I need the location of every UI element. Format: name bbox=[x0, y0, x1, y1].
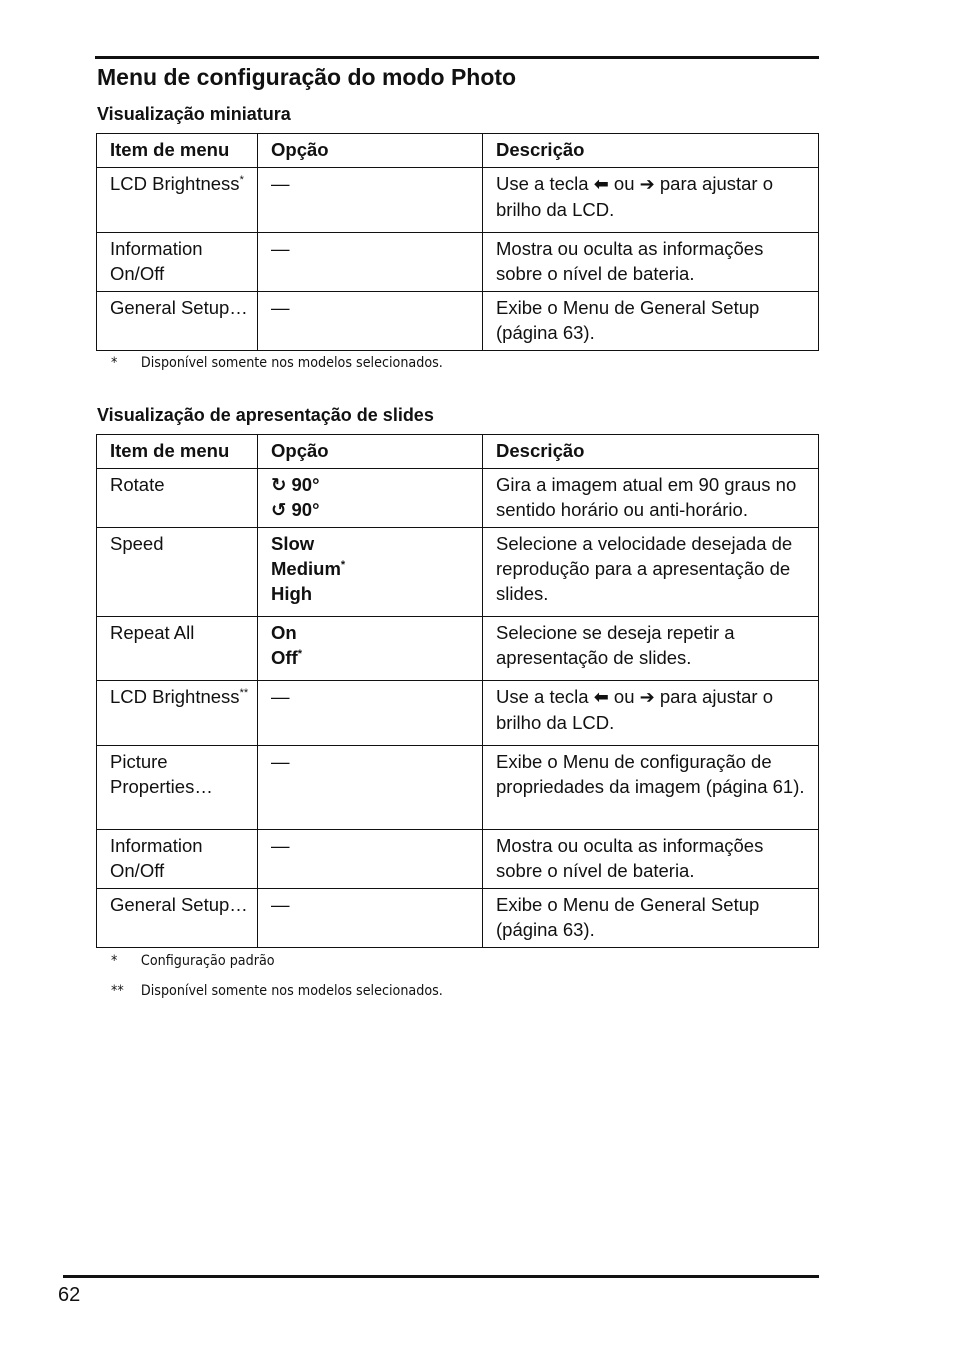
option-cell: — bbox=[258, 830, 483, 889]
right-arrow-icon: ➔ bbox=[639, 174, 655, 194]
option-cell: — bbox=[258, 746, 483, 830]
description-cell: Exibe o Menu de General Setup (página 63). bbox=[483, 889, 819, 948]
header-option: Opção bbox=[258, 435, 483, 469]
option-rotate-cw: ↻ 90° bbox=[271, 474, 320, 495]
option-medium: Medium* bbox=[271, 558, 346, 579]
section1-heading: Visualização miniatura bbox=[97, 104, 291, 124]
table-row bbox=[97, 746, 819, 830]
item-cell: Speed bbox=[97, 528, 258, 617]
item-cell bbox=[97, 168, 258, 233]
option-cell: — bbox=[258, 233, 483, 292]
footnote-mark: * bbox=[340, 558, 346, 571]
table-row bbox=[97, 830, 819, 889]
footnote-mark: ** bbox=[239, 686, 249, 699]
header-description: Descrição bbox=[483, 134, 819, 168]
table-header-row bbox=[97, 435, 819, 469]
option-cell: — bbox=[258, 681, 483, 746]
option-cell: — bbox=[258, 292, 483, 351]
rotate-clockwise-icon: ↻ bbox=[271, 474, 287, 495]
left-arrow-icon: ⬅ bbox=[593, 174, 609, 194]
table-row bbox=[97, 233, 819, 292]
item-cell: Information On/Off bbox=[97, 830, 258, 889]
item-cell: General Setup… bbox=[97, 292, 258, 351]
option-cell bbox=[258, 528, 483, 617]
item-cell: Information On/Off bbox=[97, 233, 258, 292]
item-cell: Repeat All bbox=[97, 617, 258, 681]
table-row bbox=[97, 528, 819, 617]
table-row bbox=[97, 168, 819, 233]
description-cell: Exibe o Menu de General Setup (página 63). bbox=[483, 292, 819, 351]
page-number: 62 bbox=[58, 1284, 81, 1306]
description-cell: Gira a imagem atual em 90 graus no sentido horário ou anti-horário. bbox=[483, 469, 819, 528]
item-cell: General Setup… bbox=[97, 889, 258, 948]
table-row bbox=[97, 292, 819, 351]
table-row bbox=[97, 617, 819, 681]
item-label: LCD Brightness bbox=[110, 686, 240, 707]
table-row bbox=[97, 681, 819, 746]
description-cell: Exibe o Menu de configuração de propriedades da imagem (página 61). bbox=[483, 746, 819, 830]
option-slow: Slow bbox=[271, 533, 315, 554]
footnote: * Disponível somente nos modelos selecionados. bbox=[111, 355, 443, 371]
option-cell: — bbox=[258, 168, 483, 233]
rotate-counterclockwise-icon: ↺ bbox=[271, 499, 287, 520]
item-cell: Rotate bbox=[97, 469, 258, 528]
description-cell: Selecione a velocidade desejada de reprodução para a apresentação de slides. bbox=[483, 528, 819, 617]
footnote-mark: * bbox=[239, 173, 244, 186]
header-item: Item de menu bbox=[97, 435, 258, 469]
option-cell bbox=[258, 617, 483, 681]
header-item: Item de menu bbox=[97, 134, 258, 168]
option-rotate-ccw: ↺ 90° bbox=[271, 499, 320, 520]
section2-heading: Visualização de apresentação de slides bbox=[97, 405, 434, 425]
description-cell: Mostra ou oculta as informações sobre o nível de bateria. bbox=[483, 830, 819, 889]
left-arrow-icon: ⬅ bbox=[593, 687, 609, 707]
description-cell: Mostra ou oculta as informações sobre o nível de bateria. bbox=[483, 233, 819, 292]
footnote: ** Disponível somente nos modelos selecionados. bbox=[111, 983, 443, 999]
header-description: Descrição bbox=[483, 435, 819, 469]
description-cell: Use a tecla ⬅ ou ➔ para ajustar o brilho da LCD. bbox=[483, 681, 819, 746]
table-row bbox=[97, 469, 819, 528]
top-rule bbox=[95, 56, 819, 59]
item-label: LCD Brightness bbox=[110, 173, 240, 194]
page-title: Menu de configuração do modo Photo bbox=[97, 64, 517, 90]
option-on: On bbox=[271, 622, 297, 643]
option-cell bbox=[258, 469, 483, 528]
thumbnail-menu-table bbox=[96, 133, 819, 351]
description-cell: Selecione se deseja repetir a apresentação de slides. bbox=[483, 617, 819, 681]
option-high: High bbox=[271, 583, 313, 604]
table-row bbox=[97, 889, 819, 948]
table-header-row bbox=[97, 134, 819, 168]
item-cell bbox=[97, 681, 258, 746]
slideshow-menu-table bbox=[96, 434, 819, 948]
option-off: Off* bbox=[271, 647, 302, 668]
bottom-rule bbox=[63, 1275, 819, 1278]
item-cell: Picture Properties… bbox=[97, 746, 258, 830]
footnote-mark: * bbox=[297, 647, 302, 660]
header-option: Opção bbox=[258, 134, 483, 168]
option-cell: — bbox=[258, 889, 483, 948]
description-cell: Use a tecla ⬅ ou ➔ para ajustar o brilho da LCD. bbox=[483, 168, 819, 233]
right-arrow-icon: ➔ bbox=[639, 687, 655, 707]
footnote: * Configuração padrão bbox=[111, 953, 275, 969]
